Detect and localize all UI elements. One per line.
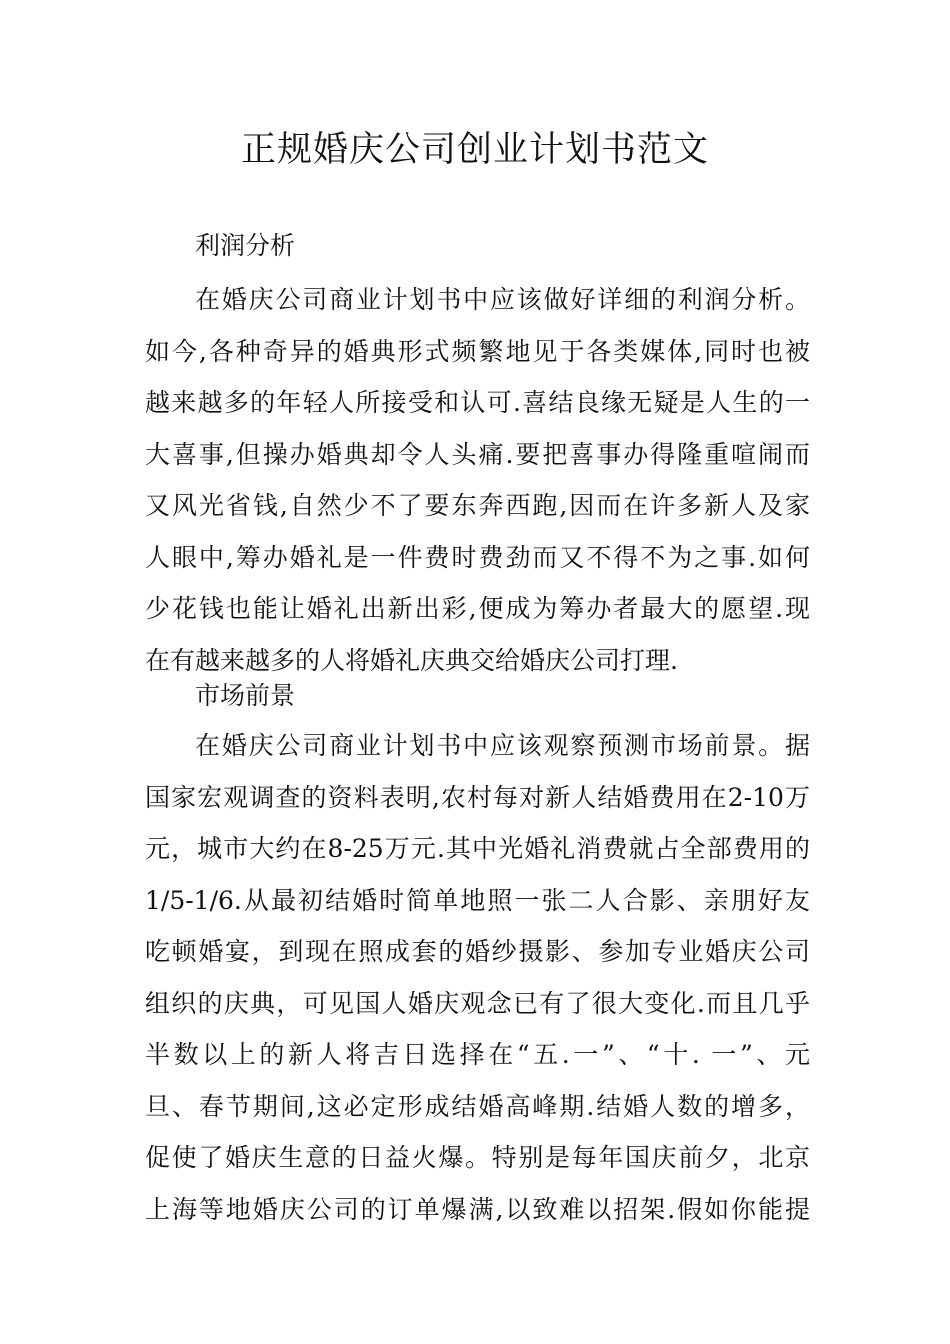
paragraph-line: 国家宏观调查的资料表明,农村每对新人结婚费用在2-10万	[145, 782, 810, 812]
paragraph-line: 元，城市大约在8-25万元.其中光婚礼消费就占全部费用的	[145, 834, 810, 863]
paragraph-line: 又风光省钱,自然少不了要东奔西跑,因而在许多新人及家	[145, 491, 810, 520]
paragraph-line: 人眼中,筹办婚礼是一件费时费劲而又不得不为之事.如何	[145, 542, 810, 572]
paragraph-line: 大喜事,但操办婚典却令人头痛.要把喜事办得隆重喧闹而	[145, 439, 810, 469]
paragraph-line: 半数以上的新人将吉日选择在“五.一”、“十. 一”、元	[145, 1040, 810, 1069]
paragraph-line: 吃顿婚宴，到现在照成套的婚纱摄影、参加专业婚庆公司	[145, 937, 810, 966]
paragraph-line: 少花钱也能让婚礼出新出彩,便成为筹办者最大的愿望.现	[145, 594, 810, 623]
paragraph-market-outlook	[145, 720, 810, 1235]
paragraph-profit-analysis	[145, 274, 810, 686]
paragraph-line: 组织的庆典，可见国人婚庆观念已有了很大变化.而且几乎	[145, 988, 810, 1018]
section-heading-profit-analysis: 利润分析	[195, 231, 296, 260]
paragraph-line: 1/5-1/6.从最初结婚时简单地照一张二人合影、亲朋好友	[145, 885, 810, 915]
section-heading-market-outlook: 市场前景	[195, 681, 296, 710]
paragraph-line: 在婚庆公司商业计划书中应该做好详细的利润分析。	[195, 285, 810, 314]
paragraph-line: 在婚庆公司商业计划书中应该观察预测市场前景。据	[195, 731, 810, 760]
paragraph-line: 上海等地婚庆公司的订单爆满,以致难以招架.假如你能提	[145, 1194, 810, 1224]
paragraph-line: 在有越来越多的人将婚礼庆典交给婚庆公司打理.	[145, 645, 678, 675]
paragraph-line: 促使了婚庆生意的日益火爆。特别是每年国庆前夕，北京	[145, 1143, 810, 1172]
paragraph-line: 旦、春节期间,这必定形成结婚高峰期.结婚人数的增多，	[145, 1091, 810, 1121]
paragraph-line: 越来越多的年轻人所接受和认可.喜结良缘无疑是人生的一	[145, 388, 810, 417]
paragraph-line: 如今,各种奇异的婚典形式频繁地见于各类媒体,同时也被	[145, 336, 810, 366]
document-title: 正规婚庆公司创业计划书范文	[240, 130, 709, 170]
